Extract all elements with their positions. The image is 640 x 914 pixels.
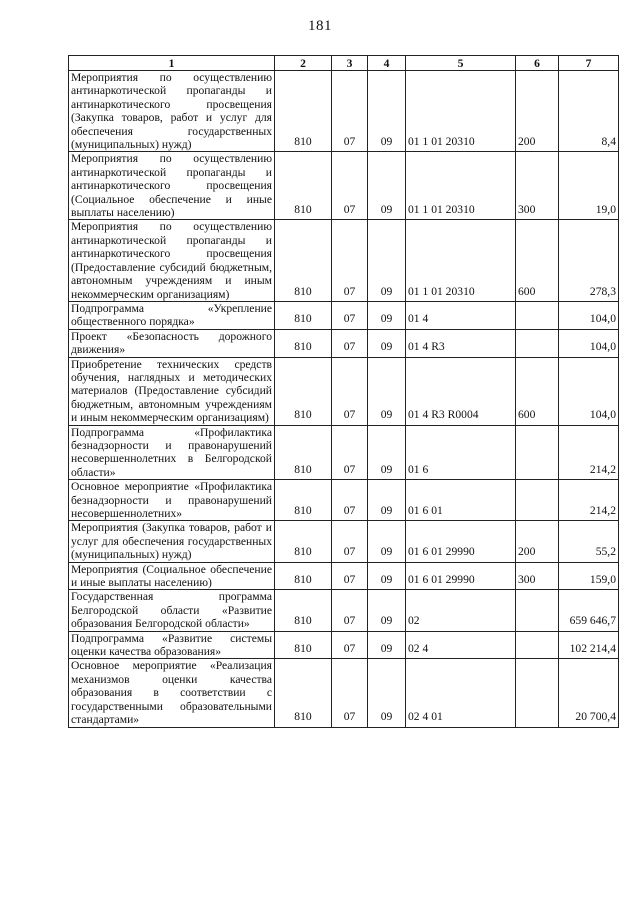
subsection-code-cell: 09 [368,480,406,521]
column-header: 3 [332,56,368,71]
budget-table [68,55,619,728]
subsection-code-cell: 09 [368,425,406,480]
section-code-cell: 07 [332,357,368,425]
table-header-row [69,56,619,71]
amount-cell: 278,3 [559,220,619,301]
amount-cell: 214,2 [559,425,619,480]
subsection-code-cell: 09 [368,301,406,329]
ministry-code-cell: 810 [275,301,332,329]
row-name-cell: Основное мероприятие «Профилактика безнадзорности и правонарушений несовершеннолетних» [69,480,275,521]
section-code-cell: 07 [332,220,368,301]
row-name-cell: Мероприятия (Закупка товаров, работ и услуг для обеспечения государственных (муниципальных) нужд) [69,521,275,562]
target-article-cell: 01 4 R3 R0004 [406,357,516,425]
section-code-cell: 07 [332,425,368,480]
target-article-cell: 02 4 [406,631,516,659]
subsection-code-cell: 09 [368,220,406,301]
target-article-cell: 01 4 [406,301,516,329]
amount-cell: 104,0 [559,329,619,357]
amount-cell: 104,0 [559,301,619,329]
section-code-cell: 07 [332,562,368,590]
column-header: 6 [516,56,559,71]
section-code-cell: 07 [332,301,368,329]
table-row [69,631,619,659]
ministry-code-cell: 810 [275,480,332,521]
section-code-cell: 07 [332,329,368,357]
column-header: 7 [559,56,619,71]
amount-cell: 19,0 [559,152,619,220]
amount-cell: 8,4 [559,71,619,152]
subsection-code-cell: 09 [368,590,406,631]
target-article-cell: 01 6 01 29990 [406,562,516,590]
target-article-cell: 02 4 01 [406,659,516,727]
table-row [69,220,619,301]
column-header: 5 [406,56,516,71]
target-article-cell: 02 [406,590,516,631]
subsection-code-cell: 09 [368,562,406,590]
target-article-cell: 01 6 01 29990 [406,521,516,562]
subsection-code-cell: 09 [368,71,406,152]
expense-type-cell [516,480,559,521]
target-article-cell: 01 1 01 20310 [406,152,516,220]
amount-cell: 159,0 [559,562,619,590]
row-name-cell: Подпрограмма «Профилактика безнадзорности и правонарушений несовершеннолетних в Белгородской области» [69,425,275,480]
section-code-cell: 07 [332,152,368,220]
expense-type-cell [516,425,559,480]
ministry-code-cell: 810 [275,152,332,220]
table-row [69,480,619,521]
section-code-cell: 07 [332,521,368,562]
amount-cell: 104,0 [559,357,619,425]
subsection-code-cell: 09 [368,521,406,562]
expense-type-cell [516,301,559,329]
ministry-code-cell: 810 [275,590,332,631]
amount-cell: 55,2 [559,521,619,562]
expense-type-cell: 200 [516,521,559,562]
column-header: 4 [368,56,406,71]
row-name-cell: Мероприятия по осуществлению антинаркотической пропаганды и антинаркотического просвещения (Закупка товаров, работ и услуг для обеспечения государственных (муниципальных) нужд) [69,71,275,152]
ministry-code-cell: 810 [275,562,332,590]
section-code-cell: 07 [332,480,368,521]
row-name-cell: Мероприятия по осуществлению антинаркотической пропаганды и антинаркотического просвещения (Предоставление субсидий бюджетным, автономным учреждениям и иным некоммерческим организациям) [69,220,275,301]
ministry-code-cell: 810 [275,631,332,659]
section-code-cell: 07 [332,590,368,631]
expense-type-cell: 300 [516,562,559,590]
row-name-cell: Мероприятия (Социальное обеспечение и иные выплаты населению) [69,562,275,590]
ministry-code-cell: 810 [275,357,332,425]
page-number: 181 [308,18,332,34]
section-code-cell: 07 [332,71,368,152]
subsection-code-cell: 09 [368,631,406,659]
amount-cell: 20 700,4 [559,659,619,727]
expense-type-cell: 600 [516,220,559,301]
table-row [69,659,619,727]
section-code-cell: 07 [332,631,368,659]
table-row [69,425,619,480]
ministry-code-cell: 810 [275,329,332,357]
amount-cell: 214,2 [559,480,619,521]
column-header: 2 [275,56,332,71]
table-row [69,71,619,152]
subsection-code-cell: 09 [368,152,406,220]
target-article-cell: 01 6 01 [406,480,516,521]
row-name-cell: Подпрограмма «Укрепление общественного порядка» [69,301,275,329]
column-header: 1 [69,56,275,71]
subsection-code-cell: 09 [368,357,406,425]
subsection-code-cell: 09 [368,329,406,357]
table-row [69,562,619,590]
row-name-cell: Государственная программа Белгородской области «Развитие образования Белгородской области» [69,590,275,631]
expense-type-cell: 600 [516,357,559,425]
ministry-code-cell: 810 [275,425,332,480]
target-article-cell: 01 1 01 20310 [406,71,516,152]
expense-type-cell: 300 [516,152,559,220]
row-name-cell: Приобретение технических средств обучения, наглядных и методических материалов (Предоставление субсидий бюджетным, автономным учреждениям и иным некоммерческим организациям) [69,357,275,425]
row-name-cell: Мероприятия по осуществлению антинаркотической пропаганды и антинаркотического просвещения (Социальное обеспечение и иные выплаты населению) [69,152,275,220]
table-row [69,329,619,357]
expense-type-cell [516,590,559,631]
table-row [69,590,619,631]
row-name-cell: Подпрограмма «Развитие системы оценки качества образования» [69,631,275,659]
section-code-cell: 07 [332,659,368,727]
target-article-cell: 01 6 [406,425,516,480]
expense-type-cell [516,329,559,357]
table-row [69,521,619,562]
subsection-code-cell: 09 [368,659,406,727]
target-article-cell: 01 4 R3 [406,329,516,357]
amount-cell: 102 214,4 [559,631,619,659]
expense-type-cell: 200 [516,71,559,152]
table-row [69,301,619,329]
ministry-code-cell: 810 [275,659,332,727]
ministry-code-cell: 810 [275,71,332,152]
row-name-cell: Основное мероприятие «Реализация механизмов оценки качества образования в соответствии с государственными образовательными стандартами» [69,659,275,727]
table-row [69,152,619,220]
table-row [69,357,619,425]
expense-type-cell [516,659,559,727]
amount-cell: 659 646,7 [559,590,619,631]
expense-type-cell [516,631,559,659]
ministry-code-cell: 810 [275,220,332,301]
row-name-cell: Проект «Безопасность дорожного движения» [69,329,275,357]
ministry-code-cell: 810 [275,521,332,562]
target-article-cell: 01 1 01 20310 [406,220,516,301]
